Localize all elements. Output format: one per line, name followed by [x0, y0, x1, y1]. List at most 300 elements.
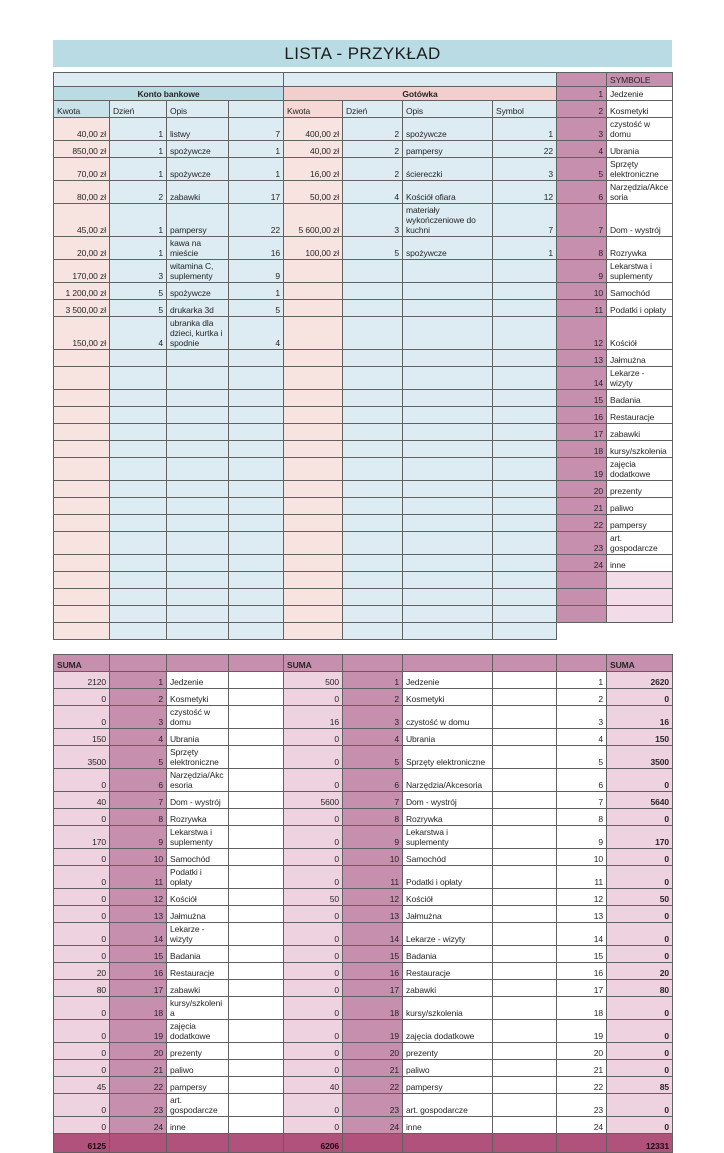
- bank-symbol-cell: [229, 350, 284, 367]
- suma-symbol-number-cell: 16: [557, 963, 607, 980]
- table-row: [54, 729, 673, 746]
- blank-cell: [229, 866, 284, 889]
- suma-bank-label-cell: Jedzenie: [167, 672, 229, 689]
- suma-total-value-cell: 20: [607, 963, 673, 980]
- suma-cash-number-cell: 2: [343, 689, 403, 706]
- cash-symbol-cell: [493, 317, 557, 350]
- suma-symbol-number-cell: 14: [557, 923, 607, 946]
- cash-day-cell: [343, 498, 403, 515]
- table-row: [54, 118, 673, 141]
- cash-day-cell: [343, 390, 403, 407]
- bank-amount-cell: [54, 498, 110, 515]
- suma-cash-value-cell: 0: [284, 1094, 343, 1117]
- symbol-label-cell: pampersy: [607, 515, 673, 532]
- suma-bank-number-cell: 16: [110, 963, 167, 980]
- bank-symbol-cell: 22: [229, 204, 284, 237]
- table-row: [54, 181, 673, 204]
- suma-bank-value-cell: 45: [54, 1077, 110, 1094]
- bank-day-cell: 1: [110, 204, 167, 237]
- blank-cell: [493, 849, 557, 866]
- cash-symbol-cell: [493, 350, 557, 367]
- table-row: [54, 441, 673, 458]
- blank-cell: [493, 729, 557, 746]
- suma-cash-value-cell: 5600: [284, 792, 343, 809]
- table-row: [54, 963, 673, 980]
- bank-desc-cell: zabawki: [167, 181, 229, 204]
- bank-desc-cell: pampersy: [167, 204, 229, 237]
- suma-cash-label-cell: Lekarstwa i suplementy: [403, 826, 493, 849]
- cash-amount-cell: [284, 424, 343, 441]
- cash-symbol-cell: [493, 515, 557, 532]
- table-row: [54, 141, 673, 158]
- bank-amount-cell: 40,00 zł: [54, 118, 110, 141]
- suma-bank-number-cell: 14: [110, 923, 167, 946]
- cash-desc-cell: ściereczki: [403, 158, 493, 181]
- cash-symbol-cell: 1: [493, 118, 557, 141]
- bank-desc-cell: listwy: [167, 118, 229, 141]
- suma-total-value-cell: 0: [607, 1117, 673, 1134]
- suma-bank-label-cell: paliwo: [167, 1060, 229, 1077]
- column-header-symbol: Symbol: [493, 101, 557, 118]
- spacer-cell: [54, 73, 284, 87]
- bank-desc-cell: [167, 407, 229, 424]
- grand-total-cell: [229, 1134, 284, 1153]
- suma-header-cell: [167, 655, 229, 672]
- suma-header-bank: SUMA: [54, 655, 110, 672]
- symbols-title: SYMBOLE: [607, 73, 673, 87]
- cash-amount-cell: 100,00 zł: [284, 237, 343, 260]
- suma-cash-number-cell: 20: [343, 1043, 403, 1060]
- blank-cell: [229, 1043, 284, 1060]
- suma-symbol-number-cell: 20: [557, 1043, 607, 1060]
- void-cell: [607, 623, 673, 640]
- symbol-label-cell: [607, 589, 673, 606]
- table-row: [54, 1077, 673, 1094]
- table-row: [54, 997, 673, 1020]
- cash-desc-cell: [403, 283, 493, 300]
- blank-cell: [229, 946, 284, 963]
- suma-cash-label-cell: Jałmużna: [403, 906, 493, 923]
- bank-amount-cell: [54, 441, 110, 458]
- table-row: [54, 706, 673, 729]
- suma-total-value-cell: 0: [607, 1094, 673, 1117]
- suma-cash-value-cell: 0: [284, 946, 343, 963]
- symbol-label-cell: Restauracje: [607, 407, 673, 424]
- blank-cell: [229, 1094, 284, 1117]
- suma-cash-value-cell: 0: [284, 1020, 343, 1043]
- suma-bank-number-cell: 13: [110, 906, 167, 923]
- table-row: [54, 204, 673, 237]
- suma-bank-label-cell: Lekarze - wizyty: [167, 923, 229, 946]
- cash-symbol-cell: 22: [493, 141, 557, 158]
- suma-symbol-number-cell: 21: [557, 1060, 607, 1077]
- suma-total-value-cell: 3500: [607, 746, 673, 769]
- suma-header-cash: SUMA: [284, 655, 343, 672]
- cash-symbol-cell: [493, 458, 557, 481]
- table-row: [54, 672, 673, 689]
- cash-desc-cell: [403, 367, 493, 390]
- symbol-number-cell: 15: [557, 390, 607, 407]
- cash-desc-cell: Kościół ofiara: [403, 181, 493, 204]
- cash-desc-cell: [403, 300, 493, 317]
- blank-cell: [493, 826, 557, 849]
- bank-desc-cell: [167, 424, 229, 441]
- bank-amount-cell: 70,00 zł: [54, 158, 110, 181]
- symbol-number-cell: 17: [557, 424, 607, 441]
- blank-cell: [229, 923, 284, 946]
- suma-cash-number-cell: 12: [343, 889, 403, 906]
- suma-cash-label-cell: Sprzęty elektroniczne: [403, 746, 493, 769]
- suma-cash-number-cell: 1: [343, 672, 403, 689]
- suma-bank-label-cell: czystość w domu: [167, 706, 229, 729]
- symbol-label-cell: Lekarze - wizyty: [607, 367, 673, 390]
- suma-bank-label-cell: Podatki i opłaty: [167, 866, 229, 889]
- blank-cell: [229, 1060, 284, 1077]
- symbol-label-cell: Podatki i opłaty: [607, 300, 673, 317]
- symbol-number-cell: 19: [557, 458, 607, 481]
- bank-day-cell: 5: [110, 300, 167, 317]
- symbol-label-cell: czystość w domu: [607, 118, 673, 141]
- table-row: [54, 589, 673, 606]
- bank-day-cell: 1: [110, 237, 167, 260]
- symbol-label-cell: prezenty: [607, 481, 673, 498]
- cash-desc-cell: materiały wykończeniowe do kuchni: [403, 204, 493, 237]
- blank-cell: [493, 906, 557, 923]
- bank-day-cell: [110, 424, 167, 441]
- suma-total-value-cell: 0: [607, 809, 673, 826]
- bank-desc-cell: [167, 606, 229, 623]
- bank-amount-cell: [54, 458, 110, 481]
- table-row: [54, 532, 673, 555]
- cash-desc-cell: [403, 589, 493, 606]
- cash-day-cell: 5: [343, 237, 403, 260]
- suma-header-total: SUMA: [607, 655, 673, 672]
- grand-total-cell: [557, 1134, 607, 1153]
- symbol-label-cell: Ubrania: [607, 141, 673, 158]
- table-row: [54, 481, 673, 498]
- symbol-number-cell: 6: [557, 181, 607, 204]
- summary-table-body: [54, 655, 673, 1134]
- blank-cell: [229, 980, 284, 997]
- bank-amount-cell: 1 200,00 zł: [54, 283, 110, 300]
- symbol-label-cell: Jedzenie: [607, 87, 673, 101]
- bank-amount-cell: 850,00 zł: [54, 141, 110, 158]
- page-title: LISTA - PRZYKŁAD: [53, 40, 672, 67]
- symbol-label-cell: Samochód: [607, 283, 673, 300]
- suma-total-value-cell: 80: [607, 980, 673, 997]
- suma-total-value-cell: 0: [607, 1020, 673, 1043]
- cash-amount-cell: [284, 606, 343, 623]
- table-row: [54, 923, 673, 946]
- suma-cash-label-cell: art. gospodarcze: [403, 1094, 493, 1117]
- bank-day-cell: 5: [110, 283, 167, 300]
- suma-cash-value-cell: 0: [284, 746, 343, 769]
- bank-desc-cell: [167, 367, 229, 390]
- suma-bank-value-cell: 0: [54, 889, 110, 906]
- suma-cash-number-cell: 24: [343, 1117, 403, 1134]
- blank-cell: [493, 792, 557, 809]
- blank-cell: [493, 1043, 557, 1060]
- suma-bank-value-cell: 0: [54, 923, 110, 946]
- cash-amount-cell: [284, 367, 343, 390]
- symbol-label-cell: kursy/szkolenia: [607, 441, 673, 458]
- table-row: [54, 1094, 673, 1117]
- bank-amount-cell: [54, 390, 110, 407]
- table-row: [54, 407, 673, 424]
- cash-desc-cell: [403, 458, 493, 481]
- table-row: [54, 792, 673, 809]
- column-header-dzien: Dzień: [343, 101, 403, 118]
- bank-desc-cell: [167, 390, 229, 407]
- table-row: [54, 283, 673, 300]
- bank-day-cell: [110, 458, 167, 481]
- cash-day-cell: 4: [343, 181, 403, 204]
- symbol-label-cell: Dom - wystrój: [607, 204, 673, 237]
- bank-amount-cell: [54, 481, 110, 498]
- suma-bank-label-cell: Rozrywka: [167, 809, 229, 826]
- table-row: [54, 809, 673, 826]
- column-header-kwota: Kwota: [54, 101, 110, 118]
- blank-cell: [229, 963, 284, 980]
- suma-cash-label-cell: Rozrywka: [403, 809, 493, 826]
- blank-cell: [229, 889, 284, 906]
- bank-symbol-cell: [229, 623, 284, 640]
- cash-amount-cell: [284, 532, 343, 555]
- suma-cash-number-cell: 18: [343, 997, 403, 1020]
- suma-bank-label-cell: pampersy: [167, 1077, 229, 1094]
- cash-desc-cell: [403, 498, 493, 515]
- symbol-number-cell: 16: [557, 407, 607, 424]
- table-row: [54, 317, 673, 350]
- symbol-number-cell: [557, 606, 607, 623]
- table-row: [54, 572, 673, 589]
- blank-cell: [493, 672, 557, 689]
- cash-desc-cell: spożywcze: [403, 118, 493, 141]
- suma-symbol-number-cell: 22: [557, 1077, 607, 1094]
- expenses-table: [53, 72, 673, 640]
- cash-desc-cell: [403, 481, 493, 498]
- suma-bank-value-cell: 40: [54, 792, 110, 809]
- suma-bank-value-cell: 0: [54, 689, 110, 706]
- suma-bank-value-cell: 0: [54, 1117, 110, 1134]
- suma-cash-label-cell: paliwo: [403, 1060, 493, 1077]
- suma-bank-label-cell: zajęcia dodatkowe: [167, 1020, 229, 1043]
- cash-amount-cell: [284, 481, 343, 498]
- cash-amount-cell: 16,00 zł: [284, 158, 343, 181]
- suma-bank-value-cell: 0: [54, 1094, 110, 1117]
- cash-desc-cell: [403, 606, 493, 623]
- suma-total-value-cell: 0: [607, 923, 673, 946]
- cash-day-cell: [343, 424, 403, 441]
- suma-cash-number-cell: 3: [343, 706, 403, 729]
- suma-total-value-cell: 16: [607, 706, 673, 729]
- suma-cash-label-cell: kursy/szkolenia: [403, 997, 493, 1020]
- cash-symbol-cell: 12: [493, 181, 557, 204]
- suma-cash-value-cell: 500: [284, 672, 343, 689]
- bank-symbol-cell: [229, 441, 284, 458]
- symbol-number-cell: 21: [557, 498, 607, 515]
- bank-amount-cell: [54, 532, 110, 555]
- suma-total-value-cell: 0: [607, 997, 673, 1020]
- bank-day-cell: [110, 572, 167, 589]
- bank-symbol-cell: [229, 424, 284, 441]
- grand-total-cell: [493, 1134, 557, 1153]
- bank-desc-cell: [167, 498, 229, 515]
- table-row: [54, 689, 673, 706]
- symbol-label-cell: Jałmużna: [607, 350, 673, 367]
- bank-symbol-cell: [229, 515, 284, 532]
- suma-bank-number-cell: 20: [110, 1043, 167, 1060]
- spacer-cell: [557, 73, 607, 87]
- suma-bank-value-cell: 80: [54, 980, 110, 997]
- suma-bank-number-cell: 1: [110, 672, 167, 689]
- symbol-number-cell: 11: [557, 300, 607, 317]
- table-row: [54, 1020, 673, 1043]
- grand-total-cash: 6206: [284, 1134, 343, 1153]
- suma-bank-value-cell: 20: [54, 963, 110, 980]
- suma-bank-label-cell: Sprzęty elektroniczne: [167, 746, 229, 769]
- cash-day-cell: [343, 300, 403, 317]
- bank-symbol-cell: [229, 606, 284, 623]
- suma-cash-number-cell: 16: [343, 963, 403, 980]
- bank-desc-cell: [167, 350, 229, 367]
- column-header-blank: [229, 101, 284, 118]
- suma-bank-label-cell: kursy/szkolenia: [167, 997, 229, 1020]
- bank-amount-cell: [54, 555, 110, 572]
- suma-bank-value-cell: 0: [54, 946, 110, 963]
- suma-total-value-cell: 170: [607, 826, 673, 849]
- suma-cash-value-cell: 40: [284, 1077, 343, 1094]
- suma-cash-number-cell: 17: [343, 980, 403, 997]
- suma-total-value-cell: 0: [607, 689, 673, 706]
- suma-cash-value-cell: 0: [284, 906, 343, 923]
- suma-bank-number-cell: 7: [110, 792, 167, 809]
- spreadsheet: [53, 40, 672, 1153]
- cash-amount-cell: [284, 441, 343, 458]
- suma-cash-number-cell: 9: [343, 826, 403, 849]
- symbol-number-cell: 23: [557, 532, 607, 555]
- suma-cash-number-cell: 10: [343, 849, 403, 866]
- suma-header-cell: [229, 655, 284, 672]
- cash-day-cell: [343, 407, 403, 424]
- suma-bank-number-cell: 24: [110, 1117, 167, 1134]
- cash-symbol-cell: 3: [493, 158, 557, 181]
- bank-day-cell: [110, 441, 167, 458]
- blank-cell: [229, 746, 284, 769]
- table-row: [54, 946, 673, 963]
- bank-day-cell: 2: [110, 181, 167, 204]
- summary-table: [53, 654, 673, 1153]
- bank-amount-cell: [54, 367, 110, 390]
- suma-bank-number-cell: 23: [110, 1094, 167, 1117]
- suma-bank-label-cell: Samochód: [167, 849, 229, 866]
- suma-header-cell: [493, 655, 557, 672]
- bank-symbol-cell: 4: [229, 317, 284, 350]
- suma-total-value-cell: 0: [607, 849, 673, 866]
- cash-day-cell: [343, 367, 403, 390]
- symbol-number-cell: 14: [557, 367, 607, 390]
- blank-cell: [229, 689, 284, 706]
- symbol-number-cell: 18: [557, 441, 607, 458]
- cash-day-cell: 2: [343, 118, 403, 141]
- spacer-cell: [284, 73, 557, 87]
- suma-cash-value-cell: 50: [284, 889, 343, 906]
- cash-desc-cell: [403, 350, 493, 367]
- blank-cell: [229, 769, 284, 792]
- suma-bank-value-cell: 0: [54, 906, 110, 923]
- cash-amount-cell: [284, 390, 343, 407]
- blank-cell: [493, 746, 557, 769]
- suma-cash-label-cell: Kościół: [403, 889, 493, 906]
- cash-day-cell: [343, 283, 403, 300]
- blank-cell: [493, 1117, 557, 1134]
- cash-symbol-cell: [493, 300, 557, 317]
- cash-symbol-cell: 7: [493, 204, 557, 237]
- suma-cash-label-cell: Samochód: [403, 849, 493, 866]
- bank-amount-cell: 3 500,00 zł: [54, 300, 110, 317]
- suma-bank-value-cell: 3500: [54, 746, 110, 769]
- blank-cell: [493, 1077, 557, 1094]
- suma-cash-label-cell: zajęcia dodatkowe: [403, 1020, 493, 1043]
- table-row: [54, 300, 673, 317]
- symbol-label-cell: Lekarstwa i suplementy: [607, 260, 673, 283]
- suma-cash-value-cell: 16: [284, 706, 343, 729]
- symbol-label-cell: art. gospodarcze: [607, 532, 673, 555]
- suma-cash-label-cell: Jedzenie: [403, 672, 493, 689]
- blank-cell: [229, 906, 284, 923]
- blank-cell: [493, 1020, 557, 1043]
- suma-bank-number-cell: 8: [110, 809, 167, 826]
- suma-total-value-cell: 0: [607, 1060, 673, 1077]
- grand-total-cell: [110, 1134, 167, 1153]
- blank-cell: [493, 963, 557, 980]
- suma-bank-number-cell: 4: [110, 729, 167, 746]
- suma-bank-value-cell: 0: [54, 769, 110, 792]
- column-header-dzien: Dzień: [110, 101, 167, 118]
- cash-amount-cell: [284, 555, 343, 572]
- cash-amount-cell: [284, 458, 343, 481]
- cash-symbol-cell: [493, 572, 557, 589]
- suma-symbol-number-cell: 5: [557, 746, 607, 769]
- cash-symbol-cell: [493, 606, 557, 623]
- symbol-number-cell: 3: [557, 118, 607, 141]
- suma-cash-value-cell: 0: [284, 923, 343, 946]
- symbol-label-cell: paliwo: [607, 498, 673, 515]
- bank-desc-cell: [167, 623, 229, 640]
- spacer-row: [54, 73, 673, 87]
- cash-desc-cell: [403, 407, 493, 424]
- symbol-label-cell: Narzędzia/Akcesoria: [607, 181, 673, 204]
- suma-cash-number-cell: 8: [343, 809, 403, 826]
- cash-desc-cell: spożywcze: [403, 237, 493, 260]
- suma-cash-number-cell: 5: [343, 746, 403, 769]
- symbol-number-cell: 9: [557, 260, 607, 283]
- bank-symbol-cell: 1: [229, 141, 284, 158]
- bank-symbol-cell: [229, 390, 284, 407]
- suma-cash-value-cell: 0: [284, 963, 343, 980]
- symbol-label-cell: Badania: [607, 390, 673, 407]
- cash-desc-cell: [403, 623, 493, 640]
- table-row: [54, 1117, 673, 1134]
- cash-day-cell: [343, 441, 403, 458]
- symbol-label-cell: Sprzęty elektroniczne: [607, 158, 673, 181]
- bank-desc-cell: kawa na mieście: [167, 237, 229, 260]
- bank-desc-cell: ubranka dla dzieci, kurtka i spodnie: [167, 317, 229, 350]
- bank-amount-cell: 80,00 zł: [54, 181, 110, 204]
- symbol-label-cell: [607, 606, 673, 623]
- symbol-number-cell: 4: [557, 141, 607, 158]
- cash-symbol-cell: [493, 260, 557, 283]
